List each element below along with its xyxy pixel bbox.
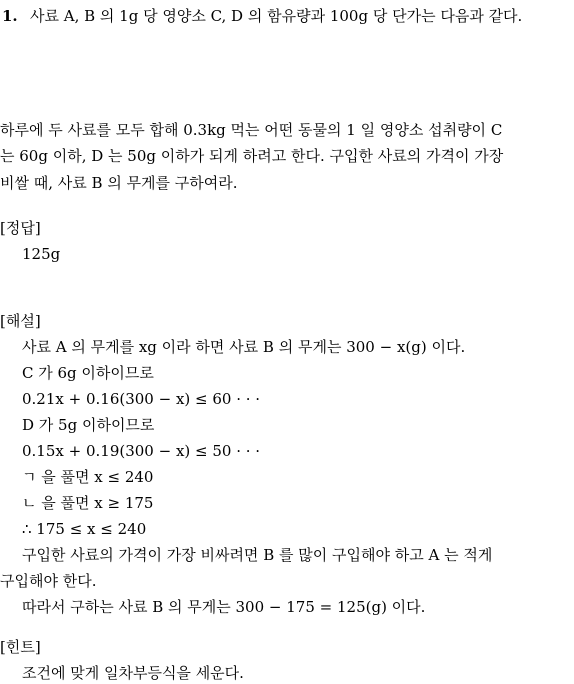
solution-line-10: 구입해야 한다. — [0, 572, 97, 590]
problem-intro: 사료 A, B 의 1g 당 영양소 C, D 의 함유량과 100g 당 단가는 다음과 같다. — [30, 7, 523, 25]
problem-body-line-2: 는 60g 이하, D 는 50g 이하가 되게 하려고 한다. 구입한 사료의 가격이 가장 — [0, 147, 504, 165]
solution-line-11: 따라서 구하는 사료 B 의 무게는 300 − 175 = 125(g) 이다. — [22, 598, 426, 616]
solution-label: [해설] — [0, 312, 41, 330]
answer-label: [정답] — [0, 219, 41, 237]
solution-line-3: 0.21x + 0.16(300 − x) ≤ 60 · · · — [22, 390, 261, 408]
problem-number: 1. — [2, 7, 18, 25]
solution-line-5: 0.15x + 0.19(300 − x) ≤ 50 · · · — [22, 442, 261, 460]
solution-line-7: ㄴ 을 풀면 x ≥ 175 — [22, 494, 154, 512]
solution-line-9: 구입한 사료의 가격이 가장 비싸려면 B 를 많이 구입해야 하고 A 는 적게 — [22, 546, 493, 564]
hint-text: 조건에 맞게 일차부등식을 세운다. — [22, 664, 244, 682]
solution-line-1: 사료 A 의 무게를 xg 이라 하면 사료 B 의 무게는 300 − x(g) 이다. — [22, 338, 466, 356]
solution-line-8: ∴ 175 ≤ x ≤ 240 — [22, 520, 147, 538]
solution-line-2: C 가 6g 이하이므로 — [22, 364, 154, 382]
solution-line-6: ㄱ 을 풀면 x ≤ 240 — [22, 468, 154, 486]
problem-body-line-3: 비쌀 때, 사료 B 의 무게를 구하여라. — [0, 174, 238, 192]
solution-line-4: D 가 5g 이하이므로 — [22, 416, 155, 434]
hint-label: [힌트] — [0, 638, 41, 656]
problem-body-line-1: 하루에 두 사료를 모두 합해 0.3kg 먹는 어떤 동물의 1 일 영양소 섭취량이 C — [0, 121, 503, 139]
answer-value: 125g — [22, 245, 61, 263]
